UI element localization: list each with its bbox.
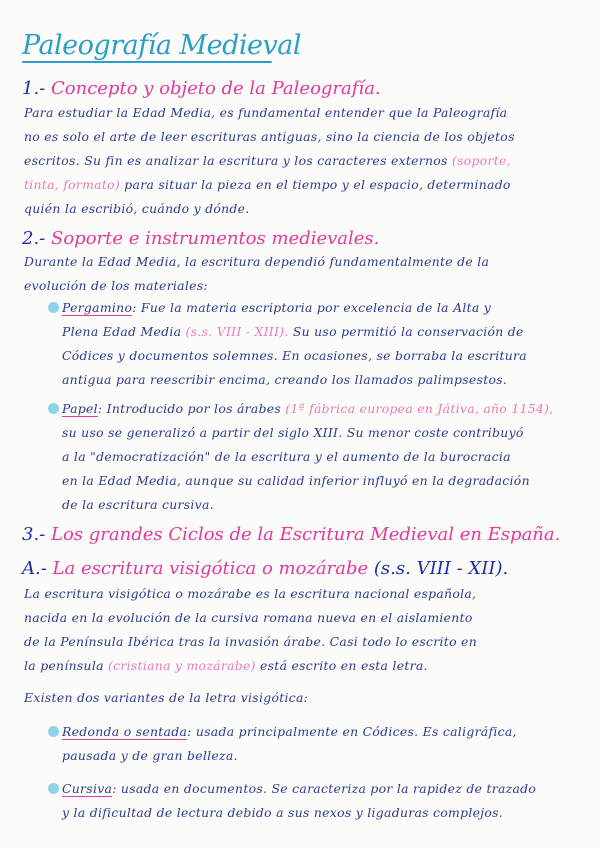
sa-line-2: nacida en la evolución de la cursiva romana nueva en el aislamiento (24, 610, 473, 625)
sa-aside: (cristiana y mozárabe) (108, 658, 256, 673)
s1-aside-2: tinta, formato) (24, 177, 121, 192)
page-title: Paleografía Medieval (22, 30, 302, 61)
cursiva-line-1 (62, 783, 536, 795)
redonda-term: Redonda o sentada (62, 724, 188, 739)
s1-line-5: quién la escribió, cuándo y dónde. (24, 201, 250, 216)
redonda-line-2: pausada y de gran belleza. (62, 748, 238, 763)
variants-intro: Existen dos variantes de la letra visigótica: (24, 690, 309, 705)
pergamino-line-3: Códices y documentos solemnes. En ocasiones, se borraba la escritura (62, 348, 527, 363)
papel-line-2: su uso se generalizó a partir del siglo XIII. Su menor coste contribuyó (62, 425, 524, 440)
s2-intro-1: Durante la Edad Media, la escritura dependió fundamentalmente de la (24, 254, 490, 269)
pergamino-line-1 (62, 302, 491, 314)
redonda-line-1 (62, 726, 517, 738)
pergamino-term: Pergamino (62, 300, 133, 315)
pergamino-line-2a: Plena Edad Media (62, 324, 182, 339)
s1-line-4 (24, 179, 511, 191)
section-a-title: La escritura visigótica o mozárabe (52, 558, 369, 579)
pergamino-line-2 (62, 326, 524, 338)
section-2-number: 2.- (22, 228, 46, 249)
section-a-number: A.- (22, 558, 47, 579)
bullet-dot (48, 403, 59, 414)
papel-line-4: en la Edad Media, aunque su calidad inferior influyó en la degradación (62, 473, 530, 488)
section-2-title: Soporte e instrumentos medievales. (51, 228, 380, 249)
redonda-line-1-text: : usada principalmente en Códices. Es caligráfica, (187, 724, 517, 739)
sa-line-4c: está escrito en esta letra. (260, 658, 428, 673)
cursiva-line-2: y la dificultad de lectura debido a sus nexos y ligaduras complejos. (62, 805, 504, 820)
section-3-title: Los grandes Ciclos de la Escritura Medieval en España. (51, 524, 561, 545)
pergamino-period: (s.s. VIII - XIII). (185, 324, 289, 339)
sa-line-3: de la Península Ibérica tras la invasión árabe. Casi todo lo escrito en (24, 634, 477, 649)
section-3-number: 3.- (22, 524, 46, 545)
papel-term: Papel (62, 401, 98, 416)
section-a-heading (22, 558, 508, 579)
pergamino-line-1-text: : Fue la materia escriptoria por excelencia de la Alta y (132, 300, 492, 315)
title-underline (22, 61, 272, 63)
sa-line-4 (24, 660, 428, 672)
pergamino-line-2c: Su uso permitió la conservación de (292, 324, 524, 339)
papel-line-5: de la escritura cursiva. (62, 497, 214, 512)
sa-line-4a: la península (24, 658, 104, 673)
s1-line-1: Para estudiar la Edad Media, es fundamental entender que la Paleografía (24, 105, 508, 120)
s1-line-2: no es solo el arte de leer escrituras antiguas, sino la ciencia de los objetos (24, 129, 515, 144)
bullet-dot (48, 783, 59, 794)
sa-line-1: La escritura visigótica o mozárabe es la escritura nacional española, (24, 586, 477, 601)
pergamino-line-4: antigua para reescribir encima, creando los llamados palimpsestos. (62, 372, 508, 387)
section-3-heading (22, 524, 560, 545)
bullet-dot (48, 302, 59, 313)
cursiva-term: Cursiva (62, 781, 113, 796)
cursiva-line-1-text: : usada en documentos. Se caracteriza por la rapidez de trazado (112, 781, 537, 796)
papel-aside: (1ª fábrica europea en Játiva, año 1154), (285, 401, 554, 416)
s1-aside-1: (soporte, (451, 153, 511, 168)
papel-line-3: a la "democratización" de la escritura y el aumento de la burocracia (62, 449, 511, 464)
papel-line-1a: : Introducido por los árabes (97, 401, 282, 416)
s1-line-3 (24, 155, 511, 167)
s2-intro-2: evolución de los materiales: (24, 278, 208, 293)
section-a-period: (s.s. VIII - XII). (373, 558, 509, 579)
s1-line-3-text: escritos. Su fin es analizar la escritura y los caracteres externos (24, 153, 448, 168)
bullet-dot (48, 726, 59, 737)
papel-line-1 (62, 403, 553, 415)
section-2-heading (22, 228, 379, 249)
section-1-title: Concepto y objeto de la Paleografía. (51, 78, 381, 99)
section-1-number: 1.- (22, 78, 46, 99)
s1-line-4-text: para situar la pieza en el tiempo y el espacio, determinado (124, 177, 511, 192)
section-1-heading (22, 78, 381, 99)
